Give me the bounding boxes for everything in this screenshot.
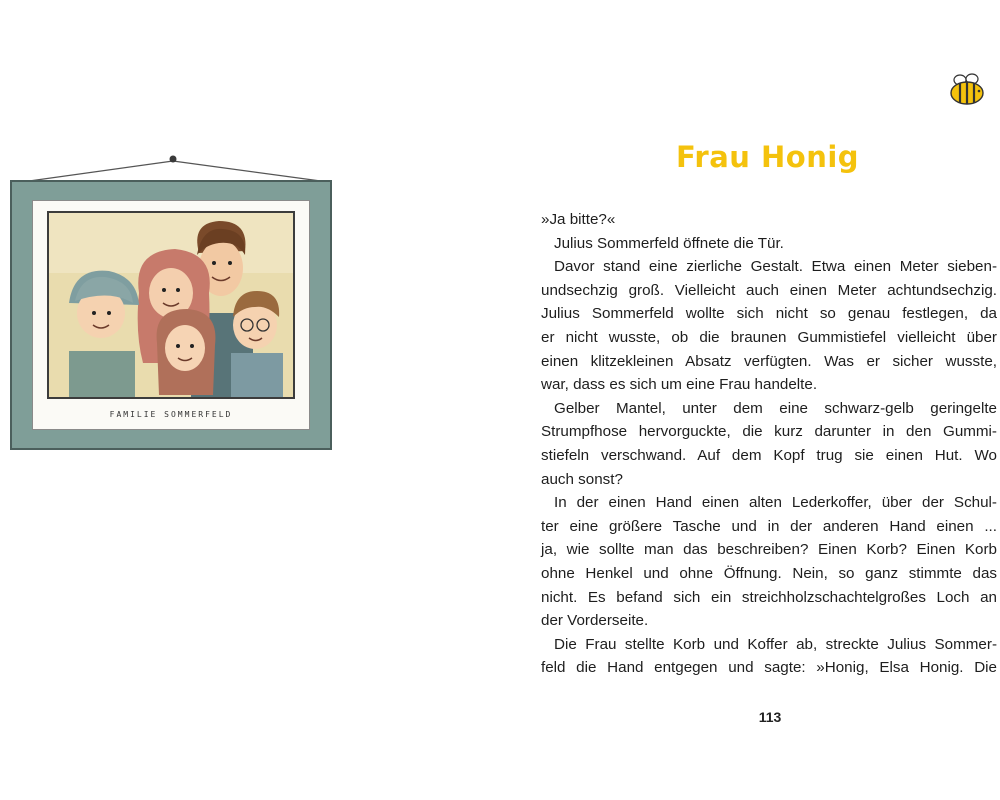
page-number: 113 [758,709,782,725]
text-line: stiefeln verschwand. Auf dem Kopf trug sie einen Hut. Wo [541,446,997,464]
text-line: ohne Henkel und ohne Öffnung. Nein, so ganz stimmte das [541,564,997,582]
text-line: Davor stand eine zierliche Gestalt. Etwa einen Meter sieben- [554,258,997,276]
text-line: Strumpfhose hervorguckte, die kurz darunter in den Gummi- [541,423,997,441]
text-line: Julius Sommerfeld öffnete die Tür. [554,234,784,252]
text-line: feld die Hand entgegen und sagte: »Honig, Elsa Honig. Die [541,659,997,677]
text-line: war, dass es sich um eine Frau handelte. [541,376,818,394]
picture-caption: FAMILIE SOMMERFELD [109,410,233,419]
paragraph [541,232,997,256]
text-line: Gelber Mantel, unter dem eine schwarz-gelb geringelte [554,399,997,417]
paragraph [541,208,997,232]
text-line: ter eine größere Tasche und in der anderen Hand einen ... [541,517,997,535]
paragraph [541,255,997,397]
bee-icon [948,72,986,106]
text-line: der Vorderseite. [541,612,649,630]
text-line: nicht. Es befand sich ein streichholzschachtelgroßes Loch an [541,588,997,606]
paragraph [541,633,997,680]
family-illustration [47,211,295,399]
paragraph [541,491,997,633]
body-text [541,208,997,680]
text-line: Julius Sommerfeld wollte sich nicht so genau festlegen, da [541,305,997,323]
text-line: Die Frau stellte Korb und Koffer ab, streckte Julius Sommer- [554,635,997,653]
framed-family-picture [10,150,335,455]
picture-mat [32,200,310,430]
text-line: undsechzig groß. Vielleicht auch einen Meter achtundsechzig. [541,281,997,299]
text-line: ja, wie sollte man das beschreiben? Einen Korb? Einen Korb [541,541,997,559]
text-line: In der einen Hand einen alten Lederkoffer, über der Schul- [554,494,997,512]
text-line: »Ja bitte?« [541,211,616,228]
text-line: auch sonst? [541,470,623,488]
picture-frame [10,180,332,450]
text-line: er nicht wusste, ob die braunen Gummistiefel vielleicht über [541,328,997,346]
text-line: einen klitzekleinen Absatz verfügten. Was er sicher wusste, [541,352,997,370]
paragraph [541,397,997,491]
chapter-title: Frau Honig [675,140,860,174]
